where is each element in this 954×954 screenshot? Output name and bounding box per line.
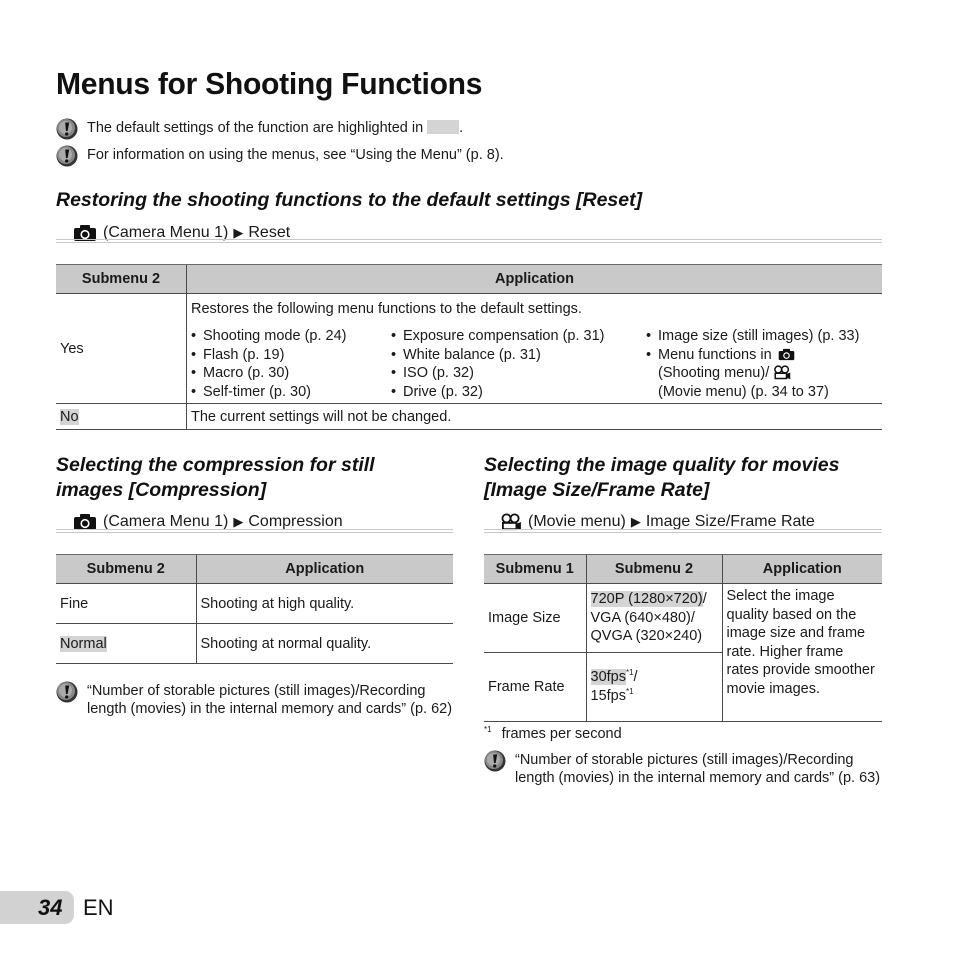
note-highlight-text: The default settings of the function are highlighted in [87, 120, 424, 136]
note-using-menus-text: For information on using the menus, see “Using the Menu” (p. 8). [87, 147, 504, 163]
reset-list-col3 [646, 327, 882, 401]
column-header: Submenu 2 [586, 555, 722, 584]
compression-note [56, 682, 453, 718]
column-header: Submenu 2 [56, 555, 196, 584]
reset-list-col1 [191, 327, 391, 401]
list-item: • Flash (p. 19) [191, 346, 391, 365]
caution-icon [56, 681, 78, 703]
compression-menu-item: Compression [248, 513, 343, 530]
movie-heading [484, 453, 839, 503]
column-header: Application [196, 555, 453, 584]
caution-icon [484, 750, 506, 772]
default-highlight: 30fps [590, 669, 626, 685]
list-item: • Exposure compensation (p. 31) [391, 327, 646, 346]
compression-menu-name: (Camera Menu 1) [103, 513, 229, 530]
submenu1-cell: Image Size [484, 584, 586, 653]
footnote [484, 726, 622, 742]
movie-note-text: “Number of storable pictures (still images)/Recording length (movies) in the internal memory and cards” (p. 63) [515, 752, 881, 786]
reset-menu-name: (Camera Menu 1) [103, 224, 229, 241]
arrow-right-icon: ▶ [630, 514, 641, 529]
movie-icon [773, 365, 791, 380]
table-row [56, 404, 882, 430]
list-item: • Shooting mode (p. 24) [191, 327, 391, 346]
default-highlight: 720P (1280×720) [590, 591, 703, 608]
movie-table [484, 554, 882, 722]
arrow-right-icon: ▶ [233, 514, 244, 529]
column-header: Application [722, 555, 882, 584]
page-number: 34 [38, 895, 63, 920]
compression-heading [56, 453, 375, 503]
application-cell [187, 294, 883, 404]
movie-note [484, 751, 882, 787]
list-item: • Drive (p. 32) [391, 383, 646, 402]
note-using-menus [56, 146, 504, 167]
table-row [56, 584, 453, 624]
caution-icon [56, 145, 78, 167]
table-row [484, 584, 882, 653]
list-item [646, 346, 882, 365]
option-qvga: QVGA (320×240) [590, 628, 703, 645]
note-highlight [56, 119, 463, 140]
movie-menu-name: (Movie menu) [528, 513, 626, 530]
reset-intro: Restores the following menu functions to the default settings. [191, 301, 582, 317]
submenu-cell [56, 624, 196, 664]
reset-menu-item: Reset [248, 224, 291, 241]
option-vga: VGA (640×480)/ [590, 609, 695, 626]
application-cell: The current settings will not be changed. [187, 404, 883, 430]
submenu1-cell: Frame Rate [484, 653, 586, 722]
highlight-swatch [427, 120, 459, 134]
submenu2-cell [586, 653, 722, 722]
submenu-cell: Yes [56, 294, 187, 404]
camera-icon [778, 348, 795, 361]
list-item-continued: (Movie menu) (p. 34 to 37) [658, 383, 829, 400]
table-row [56, 294, 882, 404]
option-separator: / [702, 591, 707, 608]
list-item: • White balance (p. 31) [391, 346, 646, 365]
arrow-right-icon: ▶ [233, 225, 244, 240]
list-item: • Macro (p. 30) [191, 364, 391, 383]
section-rule [56, 239, 882, 243]
language-code: EN [83, 895, 114, 920]
compression-note-text: “Number of storable pictures (still images)/Recording length (movies) in the internal memory and cards” (p. 62) [87, 683, 453, 717]
note-highlight-end: . [459, 120, 464, 136]
submenu2-cell [586, 584, 722, 653]
section-rule [484, 529, 882, 533]
default-highlight: No [60, 408, 79, 425]
reset-table [56, 264, 882, 430]
application-cell: Shooting at normal quality. [196, 624, 453, 664]
list-item-continued [646, 364, 882, 383]
movie-heading-line1: Selecting the image quality for movies [484, 454, 840, 476]
caution-icon [56, 118, 78, 140]
compression-table [56, 554, 453, 664]
submenu-cell: Fine [56, 584, 196, 624]
reset-heading: Restoring the shooting functions to the default settings [Reset] [56, 189, 643, 211]
application-cell: Shooting at high quality. [196, 584, 453, 624]
list-item-text: (Shooting menu)/ [658, 365, 770, 381]
reset-list-col2 [391, 327, 646, 401]
list-item: • Image size (still images) (p. 33) [646, 327, 882, 346]
footnote-mark: *1 [484, 725, 492, 735]
column-header: Submenu 2 [56, 265, 187, 294]
list-item-text: Menu functions in [658, 346, 772, 363]
page-number-tab [0, 891, 74, 924]
option-15fps: 15fps [590, 688, 626, 704]
compression-heading-line1: Selecting the compression for still [56, 454, 375, 476]
column-header: Submenu 1 [484, 555, 586, 584]
application-cell: Select the image quality based on the image size and frame rate. Higher frame rates provide smoother movie images. [722, 584, 882, 722]
footnote-ref: *1 [625, 687, 634, 697]
page-title: Menus for Shooting Functions [56, 66, 483, 101]
column-header: Application [187, 265, 883, 294]
movie-heading-line2: [Image Size/Frame Rate] [484, 479, 710, 501]
compression-heading-line2: images [Compression] [56, 479, 267, 501]
footnote-text: frames per second [501, 726, 622, 742]
movie-menu-item: Image Size/Frame Rate [645, 513, 815, 530]
option-separator: / [633, 669, 638, 685]
list-item: • ISO (p. 32) [391, 364, 646, 383]
section-rule [56, 529, 453, 533]
list-item: • Self-timer (p. 30) [191, 383, 391, 402]
default-highlight: Normal [60, 635, 107, 652]
footnote-ref: *1 [625, 668, 634, 678]
table-row [56, 624, 453, 664]
submenu-cell [56, 404, 187, 430]
